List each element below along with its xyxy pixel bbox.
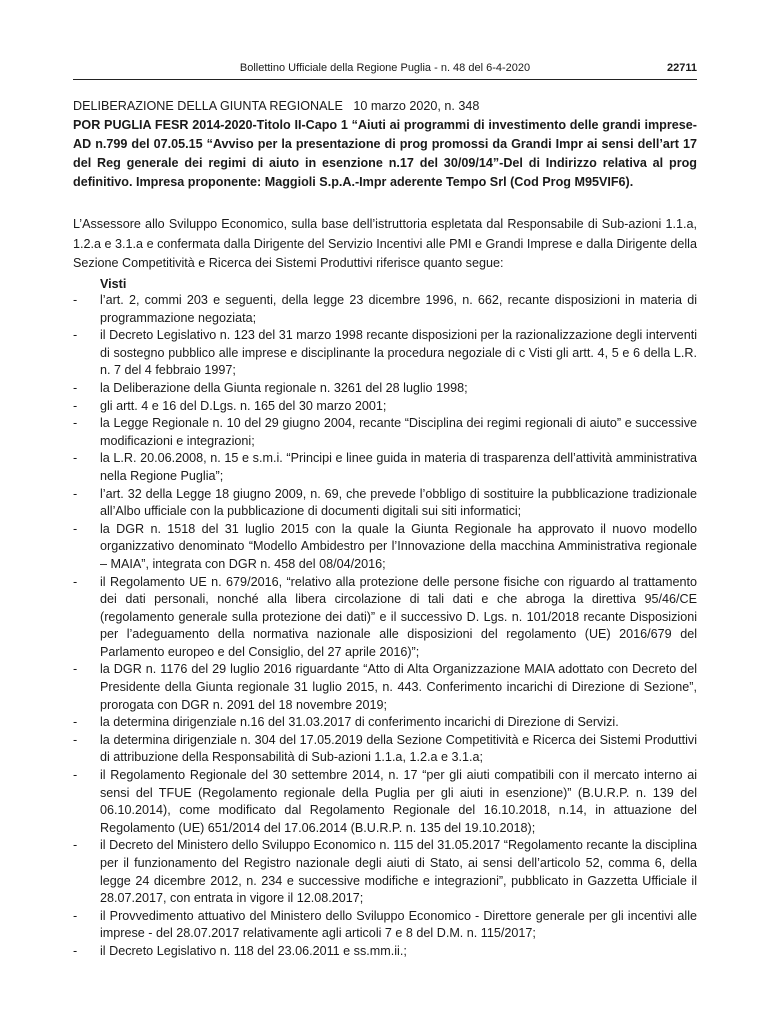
list-item-text: l’art. 2, commi 203 e seguenti, della legge 23 dicembre 1996, n. 662, recante disposizioni in materia di programmazione negoziata; [100,293,697,325]
bulletin-title: Bollettino Ufficiale della Regione Puglia - n. 48 del 6-4-2020 [239,62,531,74]
list-item-text: il Provvedimento attuativo del Ministero dello Sviluppo Economico - Direttore generale per gli incentivi alle imprese - del 28.07.2017 relativamente agli articoli 7 e 8 del D.M. n. 115/2017; [100,908,697,941]
list-item-text: la determina dirigenziale n.16 del 31.03.2017 di conferimento incarichi di Direzione di Servizi. [100,715,619,730]
list-item-text: il Regolamento UE n. 679/2016, “relativo alla protezione delle persone fisiche con riguardo al trattamento dei dati personali, nonché alla libera circolazione di tali dati e che abroga la direttiva 95/46/CE (regolamento generale sulla protezione dei dati)” e il successivo D. Lgs. n. 101/2018 recante Disposizioni per l’adeguamento della normativa nazionale alle disposizioni del regolamento (UE) 2016/679 del Parlamento europeo e del Consiglio, del 27 aprile 2016)”; [100,574,697,659]
list-item-text: la Legge Regionale n. 10 del 29 giugno 2004, recante “Disciplina dei regimi regionali di aiuto” e successive modificazioni e integrazioni; [100,416,697,448]
deliberation-block [73,97,697,192]
list-item [73,661,697,714]
list-item-text: l’art. 32 della Legge 18 giugno 2009, n. 69, che prevede l’obbligo di sostituire la pubblicazione tradizionale all’Albo ufficiale con la pubblicazione di documenti digitali sui siti informatici; [100,486,697,519]
list-dash: - [73,574,78,589]
list-item [73,767,697,837]
list-dash: - [73,293,78,307]
list-item [73,521,697,574]
list-dash: - [73,732,78,747]
list-item-text: la L.R. 20.06.2008, n. 15 e s.m.i. “Principi e linee guida in materia di trasparenza dell’attività amministrativa nella Regione Puglia”; [100,451,697,483]
list-item [73,943,697,961]
list-dash: - [73,380,78,395]
list-dash: - [73,715,78,730]
list-item [73,292,697,327]
page-number: 22711 [667,62,697,74]
list-dash: - [73,943,78,958]
list-item-text: il Regolamento Regionale del 30 settembre 2014, n. 17 “per gli aiuti compatibili con il mercato interno ai sensi del TFUE (Regolamento regionale della Puglia per gli aiuti in esenzione)” (B.U.R.P. n. 139 del 06.10.2014), come modificato dal Regolamento Regionale del 16.10.2018, n.14, in attuazione del Regolamento (UE) 651/2014 del 17.06.2014 (B.U.R.P. n. 135 del 19.10.2018); [100,768,697,835]
list-item-text: il Decreto Legislativo n. 118 del 23.06.2011 e ss.mm.ii.; [100,943,407,958]
bulletin-header [73,62,697,78]
list-item-text: la determina dirigenziale n. 304 del 17.05.2019 della Sezione Competitività e Ricerca dei Sistemi Produttivi di attribuzione della Responsabilità di Sub-azioni 1.1.a, 1.2.a e 3.1.a; [100,732,697,765]
list-dash: - [73,328,78,343]
list-item [73,732,697,767]
list-dash: - [73,451,78,466]
list-dash: - [73,521,78,536]
list-item [73,415,697,450]
list-item [73,714,697,732]
list-item [73,398,697,416]
list-item-text: il Decreto del Ministero dello Sviluppo Economico n. 115 del 31.05.2017 “Regolamento recante la disciplina per il funzionamento del Registro nazionale degli aiuti di Stato, ai sensi dell’articolo 52, comma 6, della legge 24 dicembre 2012, n. 234 e successive modifiche e integrazioni”, pubblicato in Gazzetta Ufficiale il 28.07.2017, con entrata in vigore il 12.08.2017; [100,838,697,906]
deliberation-heading: DELIBERAZIONE DELLA GIUNTA REGIONALE 10 marzo 2020, n. 348 [73,99,480,113]
list-dash: - [73,768,78,783]
list-item [73,837,697,907]
list-item [73,908,697,943]
list-item [73,380,697,398]
header-rule [73,79,697,80]
list-item [73,450,697,485]
list-dash: - [73,486,78,501]
visti-heading: Visti [100,277,127,291]
list-item-text: la DGR n. 1176 del 29 luglio 2016 riguardante “Atto di Alta Organizzazione MAIA adottato con Decreto del Presidente della Giunta regionale 31 luglio 2015, n. 443. Conferimento incarichi di Direzione di Sezione”, prorogata con DGR n. 2091 del 18 novembre 2019; [100,662,697,712]
list-item-text: il Decreto Legislativo n. 123 del 31 marzo 1998 recante disposizioni per la razionalizzazione degli interventi di sostegno pubblico alle imprese e disciplinante la procedura negoziale di c Visti gli artt. 4, 5 e 6 della L.R. n. 7 del 4 febbraio 1997; [100,328,697,378]
list-item-text: la DGR n. 1518 del 31 luglio 2015 con la quale la Giunta Regionale ha approvato il nuovo modello organizzativo denominato “Modello Ambidestro per l’Innovazione della macchina Amministrativa regionale – MAIA”, integrata con DGR n. 458 del 08/04/2016; [100,521,697,571]
list-item-text: gli artt. 4 e 16 del D.Lgs. n. 165 del 30 marzo 2001; [100,398,387,413]
list-dash: - [73,838,78,853]
list-item-text: la Deliberazione della Giunta regionale n. 3261 del 28 luglio 1998; [100,380,468,395]
intro-paragraph: L’Assessore allo Sviluppo Economico, sulla base dell’istruttoria espletata dal Responsabile di Sub-azioni 1.1.a, 1.2.a e 3.1.a e confermata dalla Dirigente del Servizio Incentivi alle PMI e Grandi Imprese e dalla Dirigente della Sezione Competitività e Ricerca dei Sistemi Produttivi riferisce quanto segue: [73,217,697,270]
list-dash: - [73,416,78,431]
list-item [73,574,697,662]
visti-list [73,292,697,961]
deliberation-subject: POR PUGLIA FESR 2014-2020-Titolo II-Capo 1 “Aiuti ai programmi di investimento delle grandi imprese-AD n.799 del 07.05.15 “Avviso per la presentazione di prog promossi da Grandi Impr ai sensi dell’art 17 del Reg generale dei regimi di aiuto in esenzione n.17 del 30/09/14”-Del di Indirizzo relativa al prog definitivo. Impresa proponente: Maggioli S.p.A.-Impr aderente Tempo Srl (Cod Prog M95VIF6). [73,118,697,189]
list-dash: - [73,908,78,923]
list-item [73,486,697,521]
list-dash: - [73,398,78,413]
list-item [73,327,697,380]
list-dash: - [73,662,78,677]
